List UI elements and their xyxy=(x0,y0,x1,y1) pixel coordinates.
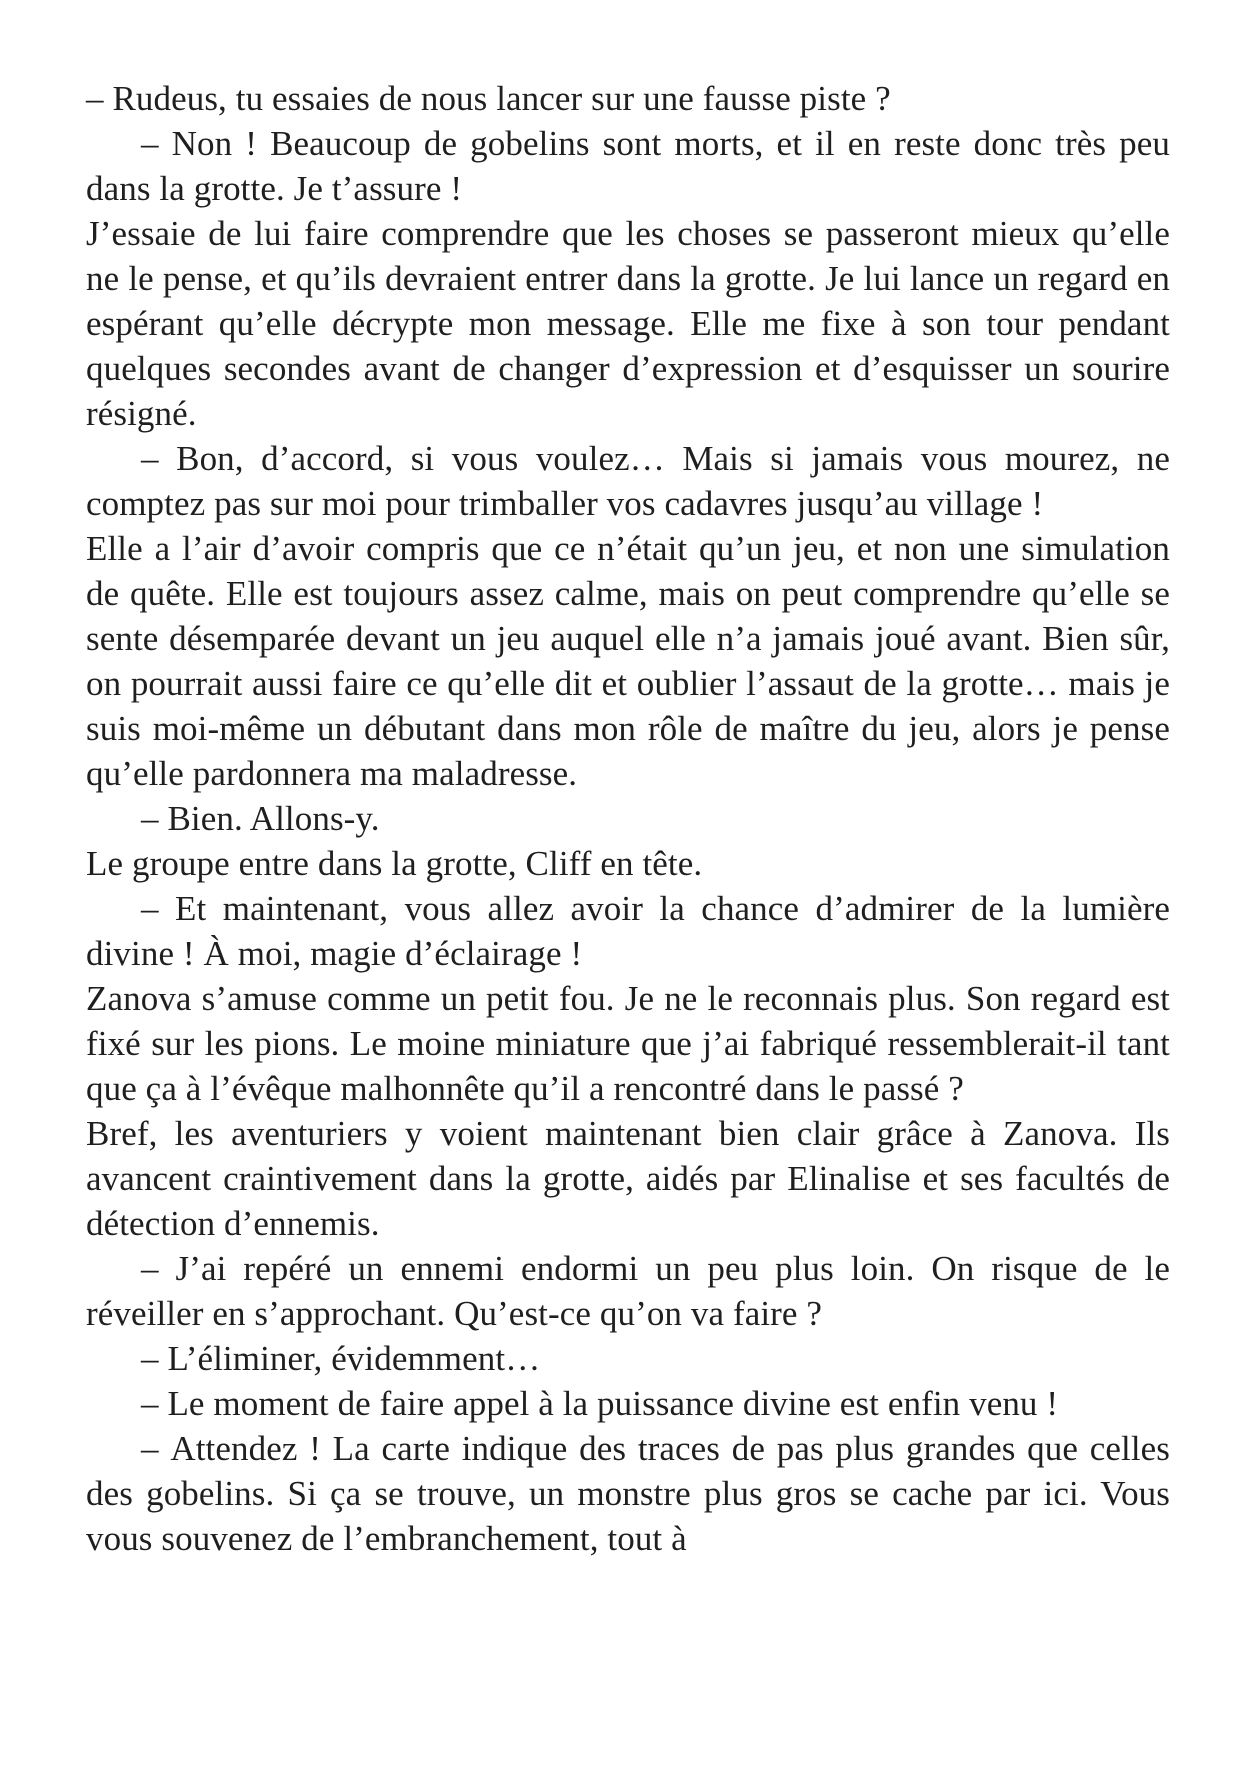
dialogue-paragraph: – J’ai repéré un ennemi endormi un peu plus loin. On risque de le réveiller en s’approchant. Qu’est-ce qu’on va faire ? xyxy=(86,1249,1170,1333)
dialogue-paragraph: – L’éliminer, évidemment… xyxy=(141,1339,541,1378)
dialogue-paragraph: – Bon, d’accord, si vous voulez… Mais si jamais vous mourez, ne comptez pas sur moi pour trimballer vos cadavres jusqu’au village ! xyxy=(86,439,1170,523)
dialogue-paragraph: – Le moment de faire appel à la puissance divine est enfin venu ! xyxy=(141,1384,1059,1423)
dialogue-paragraph: – Rudeus, tu essaies de nous lancer sur une fausse piste ? xyxy=(86,79,891,118)
dialogue-paragraph: – Et maintenant, vous allez avoir la chance d’admirer de la lumière divine ! À moi, magie d’éclairage ! xyxy=(86,889,1170,973)
narrative-paragraph: Zanova s’amuse comme un petit fou. Je ne le reconnais plus. Son regard est fixé sur les pions. Le moine miniature que j’ai fabriqué ressemblerait-il tant que ça à l’évêque malhonnête qu’il a rencontré dans le passé ? xyxy=(86,979,1170,1108)
narrative-paragraph: Elle a l’air d’avoir compris que ce n’était qu’un jeu, et non une simulation de quête. Elle est toujours assez calme, mais on peut comprendre qu’elle se sente désemparée devant un jeu auquel elle n’a jamais joué avant. Bien sûr, on pourrait aussi faire ce qu’elle dit et oublier l’assaut de la grotte… mais je suis moi-même un débutant dans mon rôle de maître du jeu, alors je pense qu’elle pardonnera ma maladresse. xyxy=(86,529,1170,793)
dialogue-paragraph: – Attendez ! La carte indique des traces de pas plus grandes que celles des gobelins. Si ça se trouve, un monstre plus gros se cache par ici. Vous vous souvenez de l’embranchement, tout à xyxy=(86,1429,1170,1558)
text-block xyxy=(86,76,1170,1561)
narrative-paragraph: Bref, les aventuriers y voient maintenant bien clair grâce à Zanova. Ils avancent craintivement dans la grotte, aidés par Elinalise et ses facultés de détection d’ennemis. xyxy=(86,1114,1170,1243)
dialogue-paragraph: – Non ! Beaucoup de gobelins sont morts, et il en reste donc très peu dans la grotte. Je t’assure ! xyxy=(86,124,1170,208)
dialogue-paragraph: – Bien. Allons-y. xyxy=(141,799,380,838)
narrative-paragraph: Le groupe entre dans la grotte, Cliff en tête. xyxy=(86,844,703,883)
narrative-paragraph: J’essaie de lui faire comprendre que les choses se passeront mieux qu’elle ne le pense, et qu’ils devraient entrer dans la grotte. Je lui lance un regard en espérant qu’elle décrypte mon message. Elle me fixe à son tour pendant quelques secondes avant de changer d’expression et d’esquisser un sourire résigné. xyxy=(86,214,1170,433)
